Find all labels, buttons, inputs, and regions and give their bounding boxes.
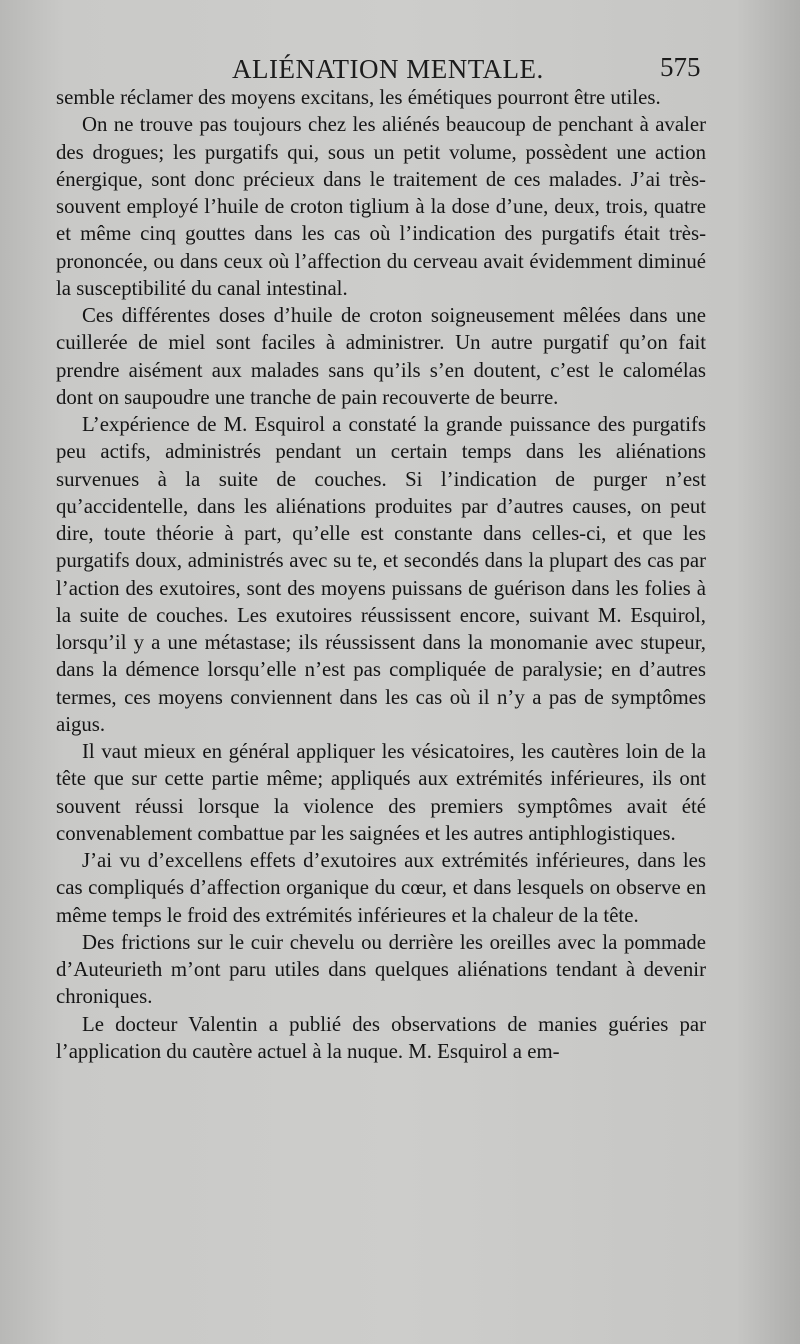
paragraph-continuation: semble réclamer des moyens excitans, les émétiques pourront être utiles. bbox=[56, 86, 661, 109]
paragraph-vesicatoires: Il vaut mieux en général appliquer les vésicatoires, les cautères loin de la tête que sur cette partie même; appliqués aux extrémités inférieures, ils ont souvent réussi lorsque la violence des premiers symptômes avait été convenablement combattue par les saignées et les autres antiphlogistiques. bbox=[56, 740, 706, 845]
paragraph-valentin: Le docteur Valentin a publié des observations de manies guéries par l’application du cautère actuel à la nuque. M. Esquirol a em- bbox=[56, 1012, 706, 1063]
paragraph-esquirol: L’expérience de M. Esquirol a constaté la grande puissance des purgatifs peu actifs, administrés pendant un certain temps dans les aliénations survenues à la suite de couches. Si l’indication de purger n’est qu’accidentelle, dans les aliénations produites par d’autres causes, on peut dire, toute théorie à part, qu’elle est constante dans celles-ci, et que les purgatifs doux, administrés avec su te, et secondés dans la plupart des cas par l’action des exutoires, sont des moyens puissans de guérison dans les folies à la suite de couches. Les exutoires réussissent encore, suivant M. Esquirol, lorsqu’il y a une métastase; ils réussissent dans la monomanie avec stupeur, dans la démence lorsqu’elle n’est pas compliquée de paralysie; en d’autres termes, ces moyens conviennent dans les cas où il n’y a pas de symptômes aigus. bbox=[56, 413, 706, 736]
paragraph-croton-oil: On ne trouve pas toujours chez les aliénés beaucoup de penchant à avaler des drogues; les purgatifs qui, sous un petit volume, possèdent une action énergique, sont donc précieux dans le traitement de ces malades. J’ai très-souvent employé l’huile de croton tiglium à la dose d’une, deux, trois, quatre et même cinq gouttes dans les cas où l’indication des purgatifs était très-prononcée, ou dans ceux où l’affection du cerveau avait évidemment diminué la susceptibilité du canal intestinal. bbox=[56, 113, 706, 300]
running-title: ALIÉNATION MENTALE. bbox=[232, 54, 544, 84]
page-header bbox=[0, 48, 800, 88]
paragraph-exutoires: J’ai vu d’excellens effets d’exutoires aux extrémités inférieures, dans les cas compliqués d’affection organique du cœur, et dans lesquels on observe en même temps le froid des extrémités inférieures et la chaleur de la tête. bbox=[56, 849, 706, 927]
body-text bbox=[56, 84, 706, 1065]
paragraph-frictions: Des frictions sur le cuir chevelu ou derrière les oreilles avec la pommade d’Auteurieth m’ont paru utiles dans quelques aliénations tendant à devenir chroniques. bbox=[56, 930, 706, 1009]
page-number: 575 bbox=[660, 52, 701, 82]
paragraph-doses: Ces différentes doses d’huile de croton soigneusement mêlées dans une cuillerée de miel sont faciles à administrer. Un autre purgatif qu’on fait prendre aisément aux malades sans qu’ils s’en doutent, c’est le calomélas dont on saupoudre une tranche de pain recouverte de beurre. bbox=[56, 304, 706, 409]
